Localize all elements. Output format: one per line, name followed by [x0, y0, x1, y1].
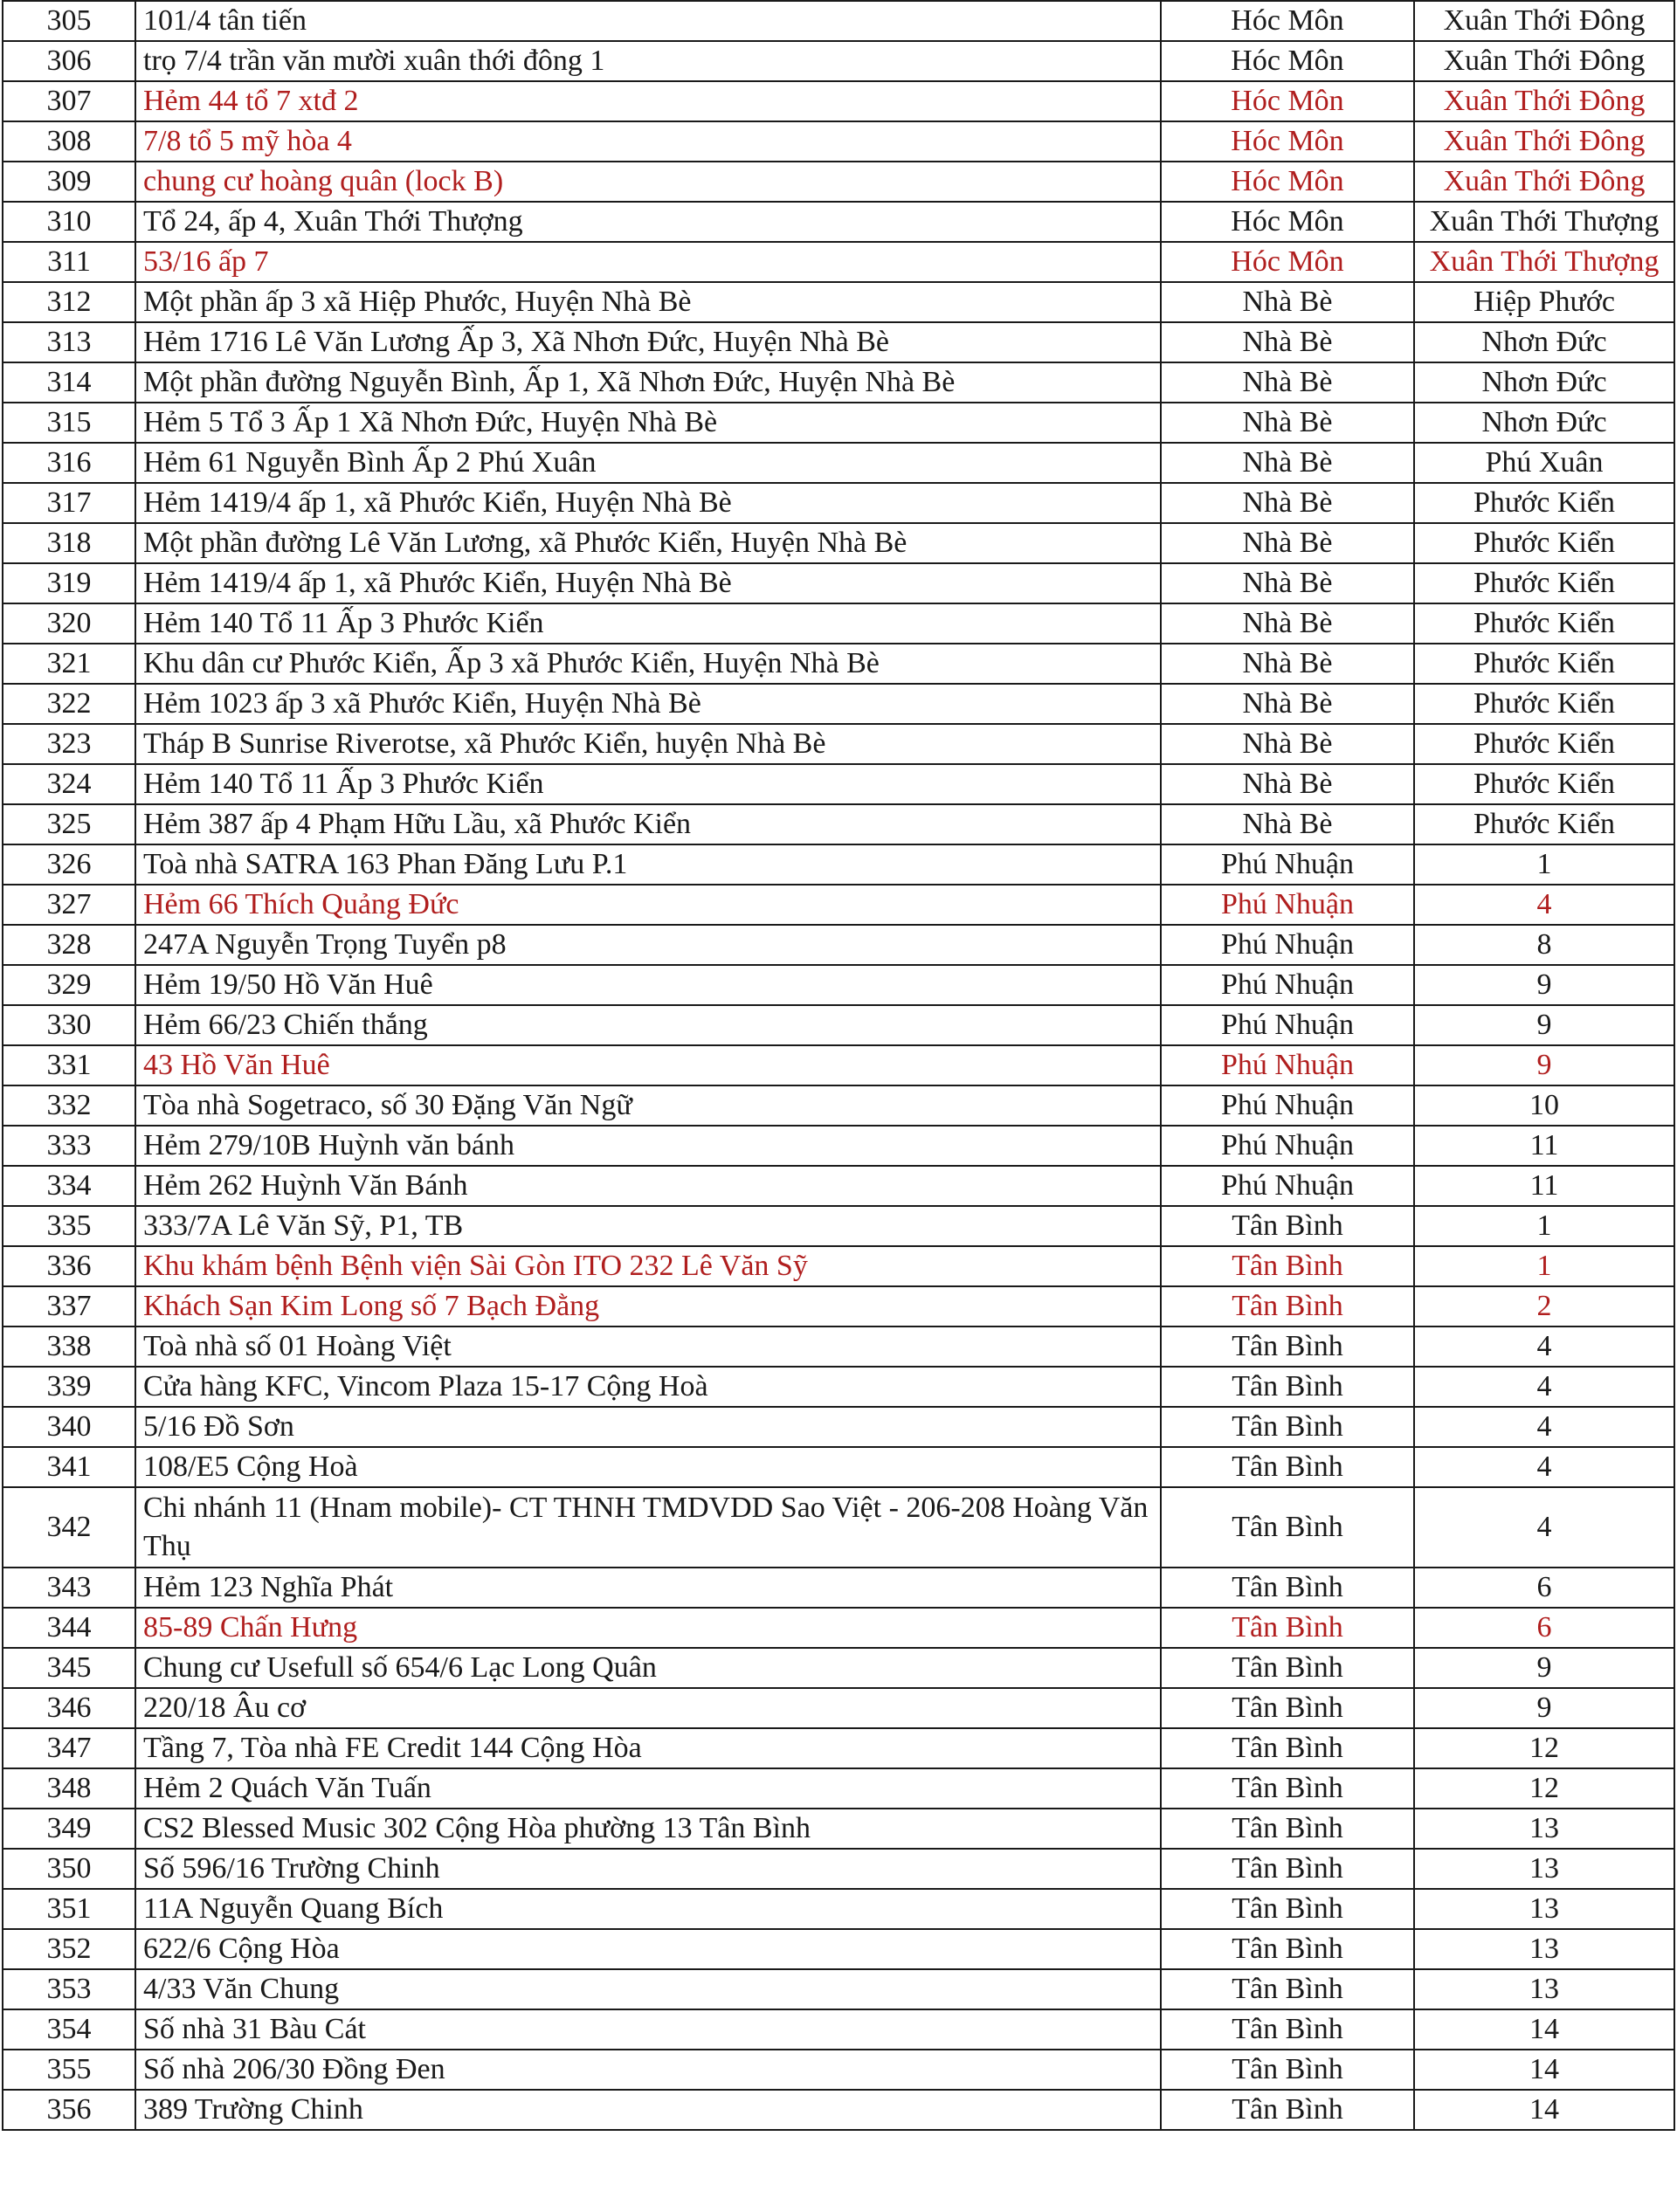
address-cell: 4/33 Văn Chung — [135, 1969, 1161, 2009]
address-cell: Tổ 24, ấp 4, Xuân Thới Thượng — [135, 202, 1161, 242]
ward-cell: Phước Kiển — [1414, 724, 1674, 764]
ward-cell: 4 — [1414, 1407, 1674, 1447]
ward-cell: Xuân Thới Đông — [1414, 121, 1674, 162]
ward-cell: 10 — [1414, 1085, 1674, 1126]
row-number-cell: 330 — [3, 1005, 135, 1045]
row-number-cell: 347 — [3, 1728, 135, 1768]
row-number-cell: 344 — [3, 1608, 135, 1648]
table-row — [3, 1969, 1674, 2009]
district-cell: Phú Nhuận — [1161, 1085, 1414, 1126]
district-cell: Nhà Bè — [1161, 804, 1414, 844]
row-number-cell: 321 — [3, 644, 135, 684]
row-number-cell: 308 — [3, 121, 135, 162]
table-row — [3, 1246, 1674, 1286]
ward-cell: 13 — [1414, 1889, 1674, 1929]
address-cell: Cửa hàng KFC, Vincom Plaza 15-17 Cộng Hoà — [135, 1367, 1161, 1407]
table-row — [3, 724, 1674, 764]
table-row — [3, 1889, 1674, 1929]
address-cell: Hẻm 1716 Lê Văn Lương Ấp 3, Xã Nhơn Đức, Huyện Nhà Bè — [135, 322, 1161, 362]
table-row — [3, 523, 1674, 563]
table-row — [3, 804, 1674, 844]
table-row — [3, 885, 1674, 925]
address-cell: Số nhà 206/30 Đồng Đen — [135, 2050, 1161, 2090]
table-row — [3, 81, 1674, 121]
address-cell: Hẻm 279/10B Huỳnh văn bánh — [135, 1126, 1161, 1166]
ward-cell: 6 — [1414, 1568, 1674, 1608]
address-table — [2, 0, 1675, 2131]
address-cell: 247A Nguyễn Trọng Tuyển p8 — [135, 925, 1161, 965]
table-row — [3, 1367, 1674, 1407]
ward-cell: Phú Xuân — [1414, 443, 1674, 483]
row-number-cell: 329 — [3, 965, 135, 1005]
address-cell: 622/6 Cộng Hòa — [135, 1929, 1161, 1969]
ward-cell: Nhơn Đức — [1414, 322, 1674, 362]
district-cell: Tân Bình — [1161, 1568, 1414, 1608]
address-cell: Khu dân cư Phước Kiển, Ấp 3 xã Phước Kiển, Huyện Nhà Bè — [135, 644, 1161, 684]
row-number-cell: 323 — [3, 724, 135, 764]
table-row — [3, 1728, 1674, 1768]
table-row — [3, 121, 1674, 162]
ward-cell: 1 — [1414, 844, 1674, 885]
address-cell: Hẻm 140 Tổ 11 Ấp 3 Phước Kiển — [135, 603, 1161, 644]
table-row — [3, 1206, 1674, 1246]
ward-cell: Xuân Thới Thượng — [1414, 242, 1674, 282]
table-row — [3, 2009, 1674, 2050]
table-row — [3, 1688, 1674, 1728]
ward-cell: 11 — [1414, 1166, 1674, 1206]
district-cell: Hóc Môn — [1161, 242, 1414, 282]
table-row — [3, 1447, 1674, 1487]
address-cell: CS2 Blessed Music 302 Cộng Hòa phường 13 Tân Bình — [135, 1809, 1161, 1849]
row-number-cell: 307 — [3, 81, 135, 121]
table-row — [3, 764, 1674, 804]
district-cell: Tân Bình — [1161, 1367, 1414, 1407]
table-row — [3, 684, 1674, 724]
row-number-cell: 322 — [3, 684, 135, 724]
ward-cell: Xuân Thới Đông — [1414, 41, 1674, 81]
table-row — [3, 1487, 1674, 1568]
district-cell: Tân Bình — [1161, 1407, 1414, 1447]
row-number-cell: 355 — [3, 2050, 135, 2090]
district-cell: Nhà Bè — [1161, 644, 1414, 684]
district-cell: Tân Bình — [1161, 2009, 1414, 2050]
table-row — [3, 925, 1674, 965]
ward-cell: Phước Kiển — [1414, 523, 1674, 563]
table-row — [3, 202, 1674, 242]
address-cell: Chung cư Usefull số 654/6 Lạc Long Quân — [135, 1648, 1161, 1688]
row-number-cell: 353 — [3, 1969, 135, 2009]
address-cell: Một phần đường Lê Văn Lương, xã Phước Kiển, Huyện Nhà Bè — [135, 523, 1161, 563]
district-cell: Nhà Bè — [1161, 523, 1414, 563]
district-cell: Tân Bình — [1161, 1487, 1414, 1568]
address-cell: Tháp B Sunrise Riverotse, xã Phước Kiển, huyện Nhà Bè — [135, 724, 1161, 764]
ward-cell: 4 — [1414, 1487, 1674, 1568]
table-row — [3, 844, 1674, 885]
address-cell: Một phần ấp 3 xã Hiệp Phước, Huyện Nhà Bè — [135, 282, 1161, 322]
address-cell: Tòa nhà Sogetraco, số 30 Đặng Văn Ngữ — [135, 1085, 1161, 1126]
table-row — [3, 403, 1674, 443]
address-cell: 85-89 Chấn Hưng — [135, 1608, 1161, 1648]
table-row — [3, 1327, 1674, 1367]
address-cell: 101/4 tân tiến — [135, 1, 1161, 41]
district-cell: Tân Bình — [1161, 1447, 1414, 1487]
row-number-cell: 351 — [3, 1889, 135, 1929]
row-number-cell: 320 — [3, 603, 135, 644]
row-number-cell: 340 — [3, 1407, 135, 1447]
row-number-cell: 331 — [3, 1045, 135, 1085]
district-cell: Tân Bình — [1161, 1608, 1414, 1648]
ward-cell: 9 — [1414, 1045, 1674, 1085]
table-row — [3, 2090, 1674, 2130]
address-cell: Chi nhánh 11 (Hnam mobile)- CT THNH TMDVDD Sao Việt - 206-208 Hoàng Văn Thụ — [135, 1487, 1161, 1568]
row-number-cell: 305 — [3, 1, 135, 41]
ward-cell: 9 — [1414, 1648, 1674, 1688]
address-cell: Hẻm 66 Thích Quảng Đức — [135, 885, 1161, 925]
address-cell: Hẻm 140 Tổ 11 Ấp 3 Phước Kiển — [135, 764, 1161, 804]
row-number-cell: 310 — [3, 202, 135, 242]
district-cell: Tân Bình — [1161, 1206, 1414, 1246]
district-cell: Tân Bình — [1161, 1688, 1414, 1728]
ward-cell: 13 — [1414, 1809, 1674, 1849]
ward-cell: 14 — [1414, 2050, 1674, 2090]
table-row — [3, 282, 1674, 322]
ward-cell: Xuân Thới Đông — [1414, 1, 1674, 41]
ward-cell: 13 — [1414, 1969, 1674, 2009]
row-number-cell: 315 — [3, 403, 135, 443]
table-row — [3, 1608, 1674, 1648]
row-number-cell: 338 — [3, 1327, 135, 1367]
district-cell: Nhà Bè — [1161, 563, 1414, 603]
district-cell: Tân Bình — [1161, 1648, 1414, 1688]
address-cell: 7/8 tổ 5 mỹ hòa 4 — [135, 121, 1161, 162]
district-cell: Nhà Bè — [1161, 362, 1414, 403]
address-cell: Toà nhà SATRA 163 Phan Đăng Lưu P.1 — [135, 844, 1161, 885]
row-number-cell: 350 — [3, 1849, 135, 1889]
table-row — [3, 1, 1674, 41]
ward-cell: Xuân Thới Đông — [1414, 81, 1674, 121]
address-cell: Hẻm 123 Nghĩa Phát — [135, 1568, 1161, 1608]
row-number-cell: 356 — [3, 2090, 135, 2130]
table-row — [3, 1085, 1674, 1126]
district-cell: Phú Nhuận — [1161, 885, 1414, 925]
table-row — [3, 1286, 1674, 1327]
address-cell: 333/7A Lê Văn Sỹ, P1, TB — [135, 1206, 1161, 1246]
address-cell: 5/16 Đồ Sơn — [135, 1407, 1161, 1447]
row-number-cell: 306 — [3, 41, 135, 81]
table-row — [3, 162, 1674, 202]
address-cell: Hẻm 387 ấp 4 Phạm Hữu Lầu, xã Phước Kiển — [135, 804, 1161, 844]
district-cell: Tân Bình — [1161, 1246, 1414, 1286]
table-row — [3, 483, 1674, 523]
row-number-cell: 337 — [3, 1286, 135, 1327]
row-number-cell: 333 — [3, 1126, 135, 1166]
ward-cell: Phước Kiển — [1414, 804, 1674, 844]
table-row — [3, 1045, 1674, 1085]
ward-cell: 1 — [1414, 1206, 1674, 1246]
ward-cell: 2 — [1414, 1286, 1674, 1327]
district-cell: Nhà Bè — [1161, 603, 1414, 644]
row-number-cell: 309 — [3, 162, 135, 202]
table-row — [3, 1126, 1674, 1166]
address-cell: Số 596/16 Trường Chinh — [135, 1849, 1161, 1889]
address-cell: 389 Trường Chinh — [135, 2090, 1161, 2130]
district-cell: Phú Nhuận — [1161, 844, 1414, 885]
ward-cell: 4 — [1414, 885, 1674, 925]
row-number-cell: 346 — [3, 1688, 135, 1728]
table-row — [3, 1407, 1674, 1447]
table-row — [3, 362, 1674, 403]
ward-cell: Phước Kiển — [1414, 644, 1674, 684]
district-cell: Phú Nhuận — [1161, 1126, 1414, 1166]
ward-cell: Phước Kiển — [1414, 563, 1674, 603]
table-row — [3, 1929, 1674, 1969]
row-number-cell: 352 — [3, 1929, 135, 1969]
row-number-cell: 318 — [3, 523, 135, 563]
address-cell: Hẻm 19/50 Hồ Văn Huê — [135, 965, 1161, 1005]
address-cell: Khách Sạn Kim Long số 7 Bạch Đằng — [135, 1286, 1161, 1327]
address-cell: Toà nhà số 01 Hoàng Việt — [135, 1327, 1161, 1367]
ward-cell: Xuân Thới Đông — [1414, 162, 1674, 202]
ward-cell: 1 — [1414, 1246, 1674, 1286]
ward-cell: Phước Kiển — [1414, 483, 1674, 523]
row-number-cell: 328 — [3, 925, 135, 965]
row-number-cell: 341 — [3, 1447, 135, 1487]
district-cell: Nhà Bè — [1161, 684, 1414, 724]
row-number-cell: 313 — [3, 322, 135, 362]
address-cell: Hẻm 61 Nguyễn Bình Ấp 2 Phú Xuân — [135, 443, 1161, 483]
ward-cell: Nhơn Đức — [1414, 403, 1674, 443]
table-row — [3, 1005, 1674, 1045]
ward-cell: 4 — [1414, 1367, 1674, 1407]
address-cell: 11A Nguyễn Quang Bích — [135, 1889, 1161, 1929]
ward-cell: 13 — [1414, 1929, 1674, 1969]
row-number-cell: 332 — [3, 1085, 135, 1126]
table-row — [3, 1849, 1674, 1889]
row-number-cell: 342 — [3, 1487, 135, 1568]
ward-cell: 14 — [1414, 2090, 1674, 2130]
ward-cell: 12 — [1414, 1728, 1674, 1768]
ward-cell: Xuân Thới Thượng — [1414, 202, 1674, 242]
row-number-cell: 326 — [3, 844, 135, 885]
table-row — [3, 41, 1674, 81]
district-cell: Tân Bình — [1161, 1929, 1414, 1969]
district-cell: Hóc Môn — [1161, 41, 1414, 81]
district-cell: Hóc Môn — [1161, 202, 1414, 242]
address-cell: Một phần đường Nguyễn Bình, Ấp 1, Xã Nhơn Đức, Huyện Nhà Bè — [135, 362, 1161, 403]
ward-cell: 13 — [1414, 1849, 1674, 1889]
district-cell: Phú Nhuận — [1161, 1166, 1414, 1206]
row-number-cell: 334 — [3, 1166, 135, 1206]
ward-cell: 11 — [1414, 1126, 1674, 1166]
address-cell: Hẻm 1419/4 ấp 1, xã Phước Kiển, Huyện Nhà Bè — [135, 563, 1161, 603]
district-cell: Nhà Bè — [1161, 483, 1414, 523]
ward-cell: 14 — [1414, 2009, 1674, 2050]
address-cell: Khu khám bệnh Bệnh viện Sài Gòn ITO 232 Lê Văn Sỹ — [135, 1246, 1161, 1286]
ward-cell: 8 — [1414, 925, 1674, 965]
table-row — [3, 644, 1674, 684]
address-cell: Hẻm 262 Huỳnh Văn Bánh — [135, 1166, 1161, 1206]
district-cell: Phú Nhuận — [1161, 925, 1414, 965]
table-row — [3, 2050, 1674, 2090]
ward-cell: 12 — [1414, 1768, 1674, 1809]
district-cell: Tân Bình — [1161, 1768, 1414, 1809]
address-cell: Hẻm 5 Tổ 3 Ấp 1 Xã Nhơn Đức, Huyện Nhà Bè — [135, 403, 1161, 443]
row-number-cell: 327 — [3, 885, 135, 925]
district-cell: Nhà Bè — [1161, 443, 1414, 483]
row-number-cell: 325 — [3, 804, 135, 844]
district-cell: Tân Bình — [1161, 1969, 1414, 2009]
row-number-cell: 336 — [3, 1246, 135, 1286]
table-row — [3, 563, 1674, 603]
table-row — [3, 322, 1674, 362]
table-row — [3, 965, 1674, 1005]
table-row — [3, 443, 1674, 483]
district-cell: Hóc Môn — [1161, 1, 1414, 41]
district-cell: Nhà Bè — [1161, 403, 1414, 443]
district-cell: Nhà Bè — [1161, 724, 1414, 764]
row-number-cell: 335 — [3, 1206, 135, 1246]
district-cell: Hóc Môn — [1161, 162, 1414, 202]
row-number-cell: 343 — [3, 1568, 135, 1608]
district-cell: Phú Nhuận — [1161, 965, 1414, 1005]
district-cell: Tân Bình — [1161, 1809, 1414, 1849]
address-cell: 220/18 Âu cơ — [135, 1688, 1161, 1728]
address-cell: Hẻm 66/23 Chiến thắng — [135, 1005, 1161, 1045]
row-number-cell: 339 — [3, 1367, 135, 1407]
table-row — [3, 603, 1674, 644]
ward-cell: 4 — [1414, 1447, 1674, 1487]
district-cell: Nhà Bè — [1161, 282, 1414, 322]
district-cell: Hóc Môn — [1161, 81, 1414, 121]
district-cell: Tân Bình — [1161, 2090, 1414, 2130]
district-cell: Tân Bình — [1161, 1849, 1414, 1889]
district-cell: Tân Bình — [1161, 1728, 1414, 1768]
ward-cell: 9 — [1414, 1005, 1674, 1045]
district-cell: Nhà Bè — [1161, 322, 1414, 362]
ward-cell: Phước Kiển — [1414, 603, 1674, 644]
ward-cell: Hiệp Phước — [1414, 282, 1674, 322]
district-cell: Tân Bình — [1161, 2050, 1414, 2090]
address-cell: 108/E5 Cộng Hoà — [135, 1447, 1161, 1487]
table-row — [3, 1809, 1674, 1849]
ward-cell: Phước Kiển — [1414, 684, 1674, 724]
row-number-cell: 349 — [3, 1809, 135, 1849]
district-cell: Tân Bình — [1161, 1889, 1414, 1929]
table-row — [3, 242, 1674, 282]
ward-cell: 9 — [1414, 965, 1674, 1005]
row-number-cell: 314 — [3, 362, 135, 403]
ward-cell: 4 — [1414, 1327, 1674, 1367]
row-number-cell: 319 — [3, 563, 135, 603]
address-cell: Tầng 7, Tòa nhà FE Credit 144 Cộng Hòa — [135, 1728, 1161, 1768]
address-cell: Hẻm 2 Quách Văn Tuấn — [135, 1768, 1161, 1809]
address-cell: Hẻm 1419/4 ấp 1, xã Phước Kiển, Huyện Nhà Bè — [135, 483, 1161, 523]
address-cell: Hẻm 1023 ấp 3 xã Phước Kiển, Huyện Nhà Bè — [135, 684, 1161, 724]
address-cell: chung cư hoàng quân (lock B) — [135, 162, 1161, 202]
district-cell: Tân Bình — [1161, 1286, 1414, 1327]
address-cell: Số nhà 31 Bàu Cát — [135, 2009, 1161, 2050]
row-number-cell: 312 — [3, 282, 135, 322]
address-cell: 53/16 ấp 7 — [135, 242, 1161, 282]
address-table-body — [3, 1, 1674, 2130]
row-number-cell: 345 — [3, 1648, 135, 1688]
ward-cell: 6 — [1414, 1608, 1674, 1648]
table-row — [3, 1166, 1674, 1206]
ward-cell: Nhơn Đức — [1414, 362, 1674, 403]
table-row — [3, 1648, 1674, 1688]
table-row — [3, 1768, 1674, 1809]
district-cell: Hóc Môn — [1161, 121, 1414, 162]
address-cell: 43 Hồ Văn Huê — [135, 1045, 1161, 1085]
row-number-cell: 317 — [3, 483, 135, 523]
address-cell: Hẻm 44 tổ 7 xtđ 2 — [135, 81, 1161, 121]
district-cell: Phú Nhuận — [1161, 1045, 1414, 1085]
row-number-cell: 324 — [3, 764, 135, 804]
row-number-cell: 354 — [3, 2009, 135, 2050]
row-number-cell: 348 — [3, 1768, 135, 1809]
ward-cell: 9 — [1414, 1688, 1674, 1728]
row-number-cell: 316 — [3, 443, 135, 483]
district-cell: Tân Bình — [1161, 1327, 1414, 1367]
row-number-cell: 311 — [3, 242, 135, 282]
district-cell: Nhà Bè — [1161, 764, 1414, 804]
address-cell: trọ 7/4 trần văn mười xuân thới đông 1 — [135, 41, 1161, 81]
table-row — [3, 1568, 1674, 1608]
district-cell: Phú Nhuận — [1161, 1005, 1414, 1045]
ward-cell: Phước Kiển — [1414, 764, 1674, 804]
